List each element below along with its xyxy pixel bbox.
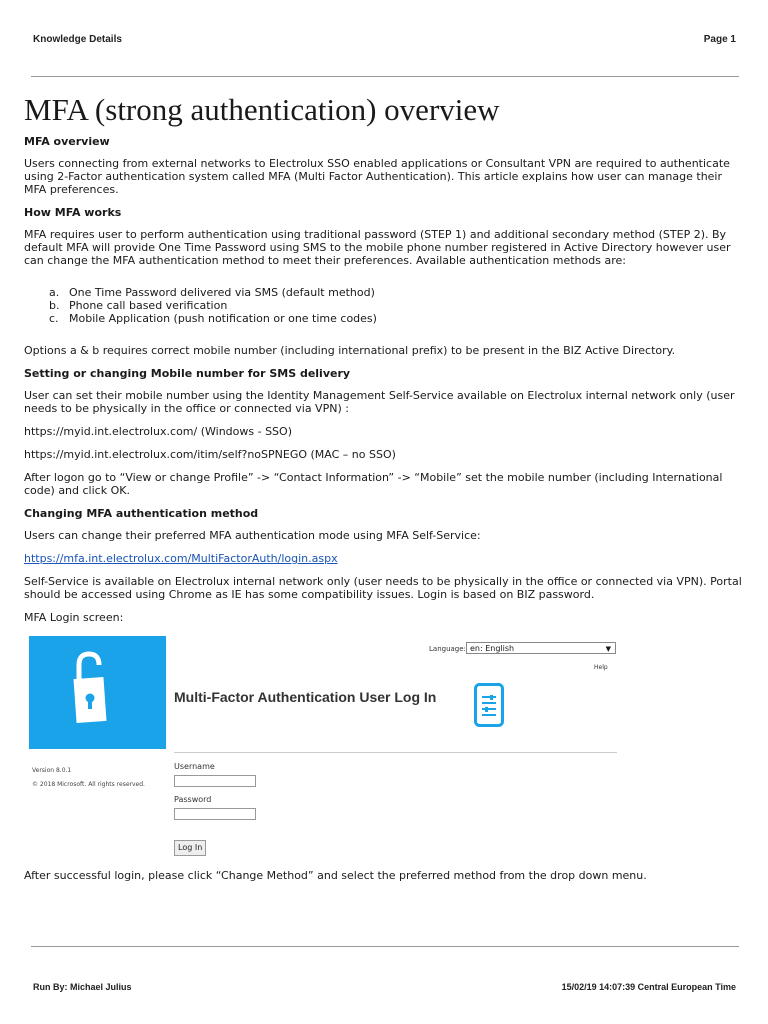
password-label: Password [174, 795, 212, 804]
section-heading-how: How MFA works [24, 206, 122, 219]
username-input[interactable] [174, 775, 256, 787]
header-title: Knowledge Details [33, 34, 122, 45]
overview-paragraph: Users connecting from external networks to Electrolux SSO enabled applications or Consultant VPN are required to authenticate using 2-Factor authentication system called MFA (Multi Factor Authentication). This article explains how user can manage their MFA preferences. [24, 157, 730, 196]
run-by: Run By: Michael Julius [33, 982, 132, 992]
list-marker: a. [49, 286, 60, 299]
language-label: Language: [429, 645, 466, 653]
after-logon-paragraph: After logon go to “View or change Profile” -> “Contact Information” -> “Mobile” set the mobile number (including International code) and click OK. [24, 471, 723, 497]
help-link[interactable]: Help [594, 664, 608, 671]
page-number: Page 1 [703, 34, 736, 45]
brand-tile [29, 636, 166, 749]
list-item-text: One Time Password delivered via SMS (default method) [69, 286, 375, 299]
methods-list [24, 286, 744, 325]
login-screen-label: MFA Login screen: [24, 611, 124, 624]
list-marker: c. [49, 312, 59, 325]
timestamp: 15/02/19 14:07:39 Central European Time [561, 982, 736, 992]
change-paragraph: Users can change their preferred MFA authentication mode using MFA Self-Service: [24, 529, 481, 542]
list-item [49, 312, 744, 325]
selfservice-paragraph: Self-Service is available on Electrolux internal network only (user needs to be physically in the office or connected via VPN). Portal should be accessed using Chrome as IE has some compatibility issues. Login is based on BIZ password. [24, 575, 742, 601]
options-paragraph: Options a & b requires correct mobile number (including international prefix) to be present in the BIZ Active Directory. [24, 344, 676, 357]
language-select[interactable] [466, 642, 616, 654]
lock-icon [29, 636, 166, 749]
url-mac: https://myid.int.electrolux.com/itim/self?noSPNEGO (MAC – no SSO) [24, 448, 396, 461]
login-button[interactable]: Log In [174, 840, 206, 856]
password-input[interactable] [174, 808, 256, 820]
list-item-text: Mobile Application (push notification or one time codes) [69, 312, 377, 325]
list-marker: b. [49, 299, 60, 312]
how-paragraph: MFA requires user to perform authentication using traditional password (STEP 1) and additional secondary method (STEP 2). By default MFA will provide One Time Password using SMS to the mobile phone number registered in Active Directory however user can change the MFA authentication method to meet their preferences. Available authentication methods are: [24, 228, 731, 267]
dropdown-arrow-icon: ▼ [605, 645, 611, 653]
language-value: en: English [470, 644, 515, 653]
form-divider [174, 752, 617, 753]
section-heading-change: Changing MFA authentication method [24, 507, 259, 520]
header-divider [31, 76, 739, 77]
login-title: Multi-Factor Authentication User Log In [174, 689, 437, 705]
url-windows: https://myid.int.electrolux.com/ (Windows - SSO) [24, 425, 292, 438]
section-heading-overview: MFA overview [24, 135, 110, 148]
footer-divider [31, 946, 739, 947]
copyright-text: © 2018 Microsoft. All rights reserved. [32, 781, 145, 788]
mobile-paragraph: User can set their mobile number using the Identity Management Self-Service available on Electrolux internal network only (user needs to be physically in the office or connected via VPN) : [24, 389, 735, 415]
section-heading-mobile: Setting or changing Mobile number for SMS delivery [24, 367, 351, 380]
mfa-portal-link[interactable]: https://mfa.int.electrolux.com/MultiFactorAuth/login.aspx [24, 552, 338, 565]
mobile-phone-icon [474, 683, 504, 727]
article-body [24, 93, 744, 892]
list-item [49, 299, 744, 312]
list-item [49, 286, 744, 299]
page-title: MFA (strong authentication) overview [24, 92, 500, 127]
mfa-login-screenshot [24, 634, 622, 859]
username-label: Username [174, 762, 215, 771]
list-item-text: Phone call based verification [69, 299, 228, 312]
after-login-paragraph: After successful login, please click “Change Method” and select the preferred method from the drop down menu. [24, 869, 647, 882]
version-text: Version 8.0.1 [32, 767, 72, 774]
